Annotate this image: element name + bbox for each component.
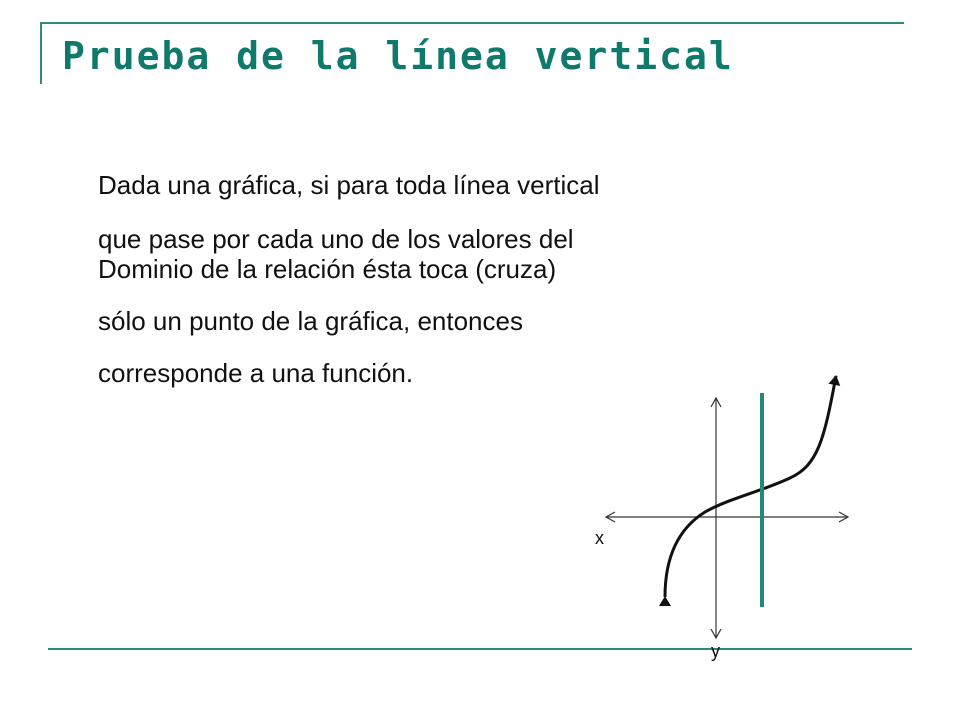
slide-title: Prueba de la línea vertical: [62, 34, 734, 78]
function-curve: [665, 376, 836, 597]
paragraph-line-3: Dominio de la relación ésta toca (cruza): [98, 254, 557, 284]
paragraph-line-1: Dada una gráfica, si para toda línea vertical: [98, 170, 600, 200]
y-axis-label: y: [711, 641, 720, 661]
paragraph-line-4: sólo un punto de la gráfica, entonces: [98, 306, 523, 336]
x-axis-label: x: [595, 528, 604, 548]
paragraph-line-5: corresponde a una función.: [98, 358, 414, 388]
paragraph-line-2: que pase por cada uno de los valores del: [98, 224, 574, 254]
